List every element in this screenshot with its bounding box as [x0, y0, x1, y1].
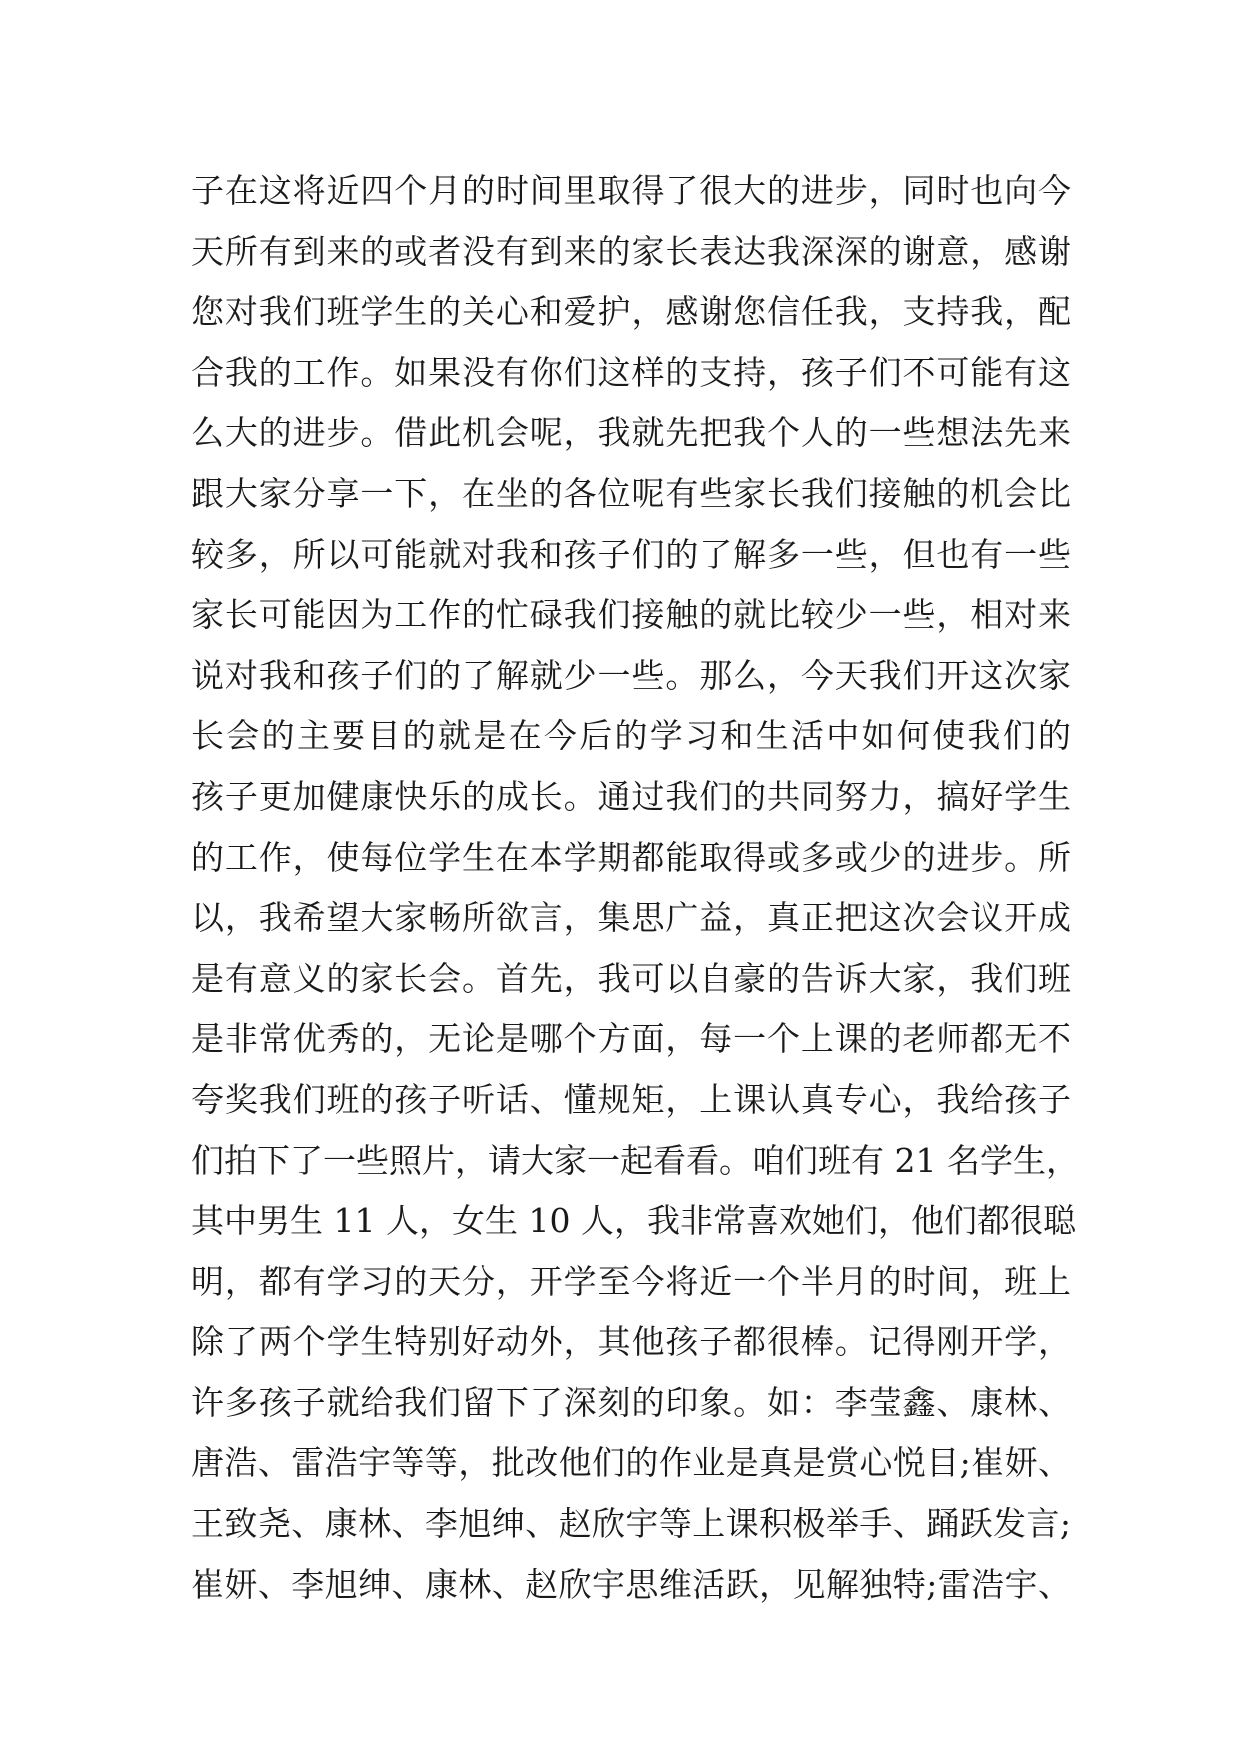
- text-line: 天所有到来的或者没有到来的家长表达我深深的谢意，感谢: [191, 231, 1071, 271]
- text-line: 崔妍、李旭绅、康林、赵欣宇思维活跃，见解独特;雷浩宇、: [191, 1564, 1071, 1604]
- text-line: 明，都有学习的天分，开学至今将近一个半月的时间，班上: [191, 1261, 1071, 1301]
- text-line: 长会的主要目的就是在今后的学习和生活中如何使我们的: [191, 716, 1071, 756]
- text-line: 是有意义的家长会。首先，我可以自豪的告诉大家，我们班: [191, 958, 1071, 998]
- text-line: 您对我们班学生的关心和爱护，感谢您信任我，支持我，配: [191, 292, 1071, 332]
- text-line: 许多孩子就给我们留下了深刻的印象。如：李莹鑫、康林、: [191, 1382, 1071, 1422]
- text-line: 王致尧、康林、李旭绅、赵欣宇等上课积极举手、踊跃发言;: [191, 1504, 1071, 1544]
- text-line: 唐浩、雷浩宇等等，批改他们的作业是真是赏心悦目;崔妍、: [191, 1443, 1071, 1483]
- text-line: 其中男生 11 人，女生 10 人，我非常喜欢她们，他们都很聪: [191, 1201, 1076, 1241]
- text-line: 夸奖我们班的孩子听话、懂规矩，上课认真专心，我给孩子: [191, 1079, 1071, 1119]
- text-line: 跟大家分享一下，在坐的各位呢有些家长我们接触的机会比: [191, 473, 1071, 513]
- text-line: 孩子更加健康快乐的成长。通过我们的共同努力，搞好学生: [191, 776, 1071, 816]
- text-line: 是非常优秀的，无论是哪个方面，每一个上课的老师都无不: [191, 1019, 1071, 1059]
- text-line: 合我的工作。如果没有你们这样的支持，孩子们不可能有这: [191, 352, 1071, 392]
- text-line: 的工作，使每位学生在本学期都能取得或多或少的进步。所: [191, 837, 1071, 877]
- text-line: 子在这将近四个月的时间里取得了很大的进步，同时也向今: [191, 171, 1071, 210]
- text-line: 家长可能因为工作的忙碌我们接触的就比较少一些，相对来: [191, 595, 1071, 635]
- text-line: 较多，所以可能就对我和孩子们的了解多一些，但也有一些: [191, 534, 1071, 574]
- body-text: [191, 161, 1079, 1615]
- text-line: 除了两个学生特别好动外，其他孩子都很棒。记得刚开学，: [191, 1322, 1071, 1362]
- text-line: 说对我和孩子们的了解就少一些。那么，今天我们开这次家: [191, 655, 1071, 695]
- text-line: 么大的进步。借此机会呢，我就先把我个人的一些想法先来: [191, 413, 1071, 453]
- text-line: 们拍下了一些照片，请大家一起看看。咱们班有 21 名学生，: [191, 1140, 1079, 1180]
- text-line: 以，我希望大家畅所欲言，集思广益，真正把这次会议开成: [191, 898, 1071, 938]
